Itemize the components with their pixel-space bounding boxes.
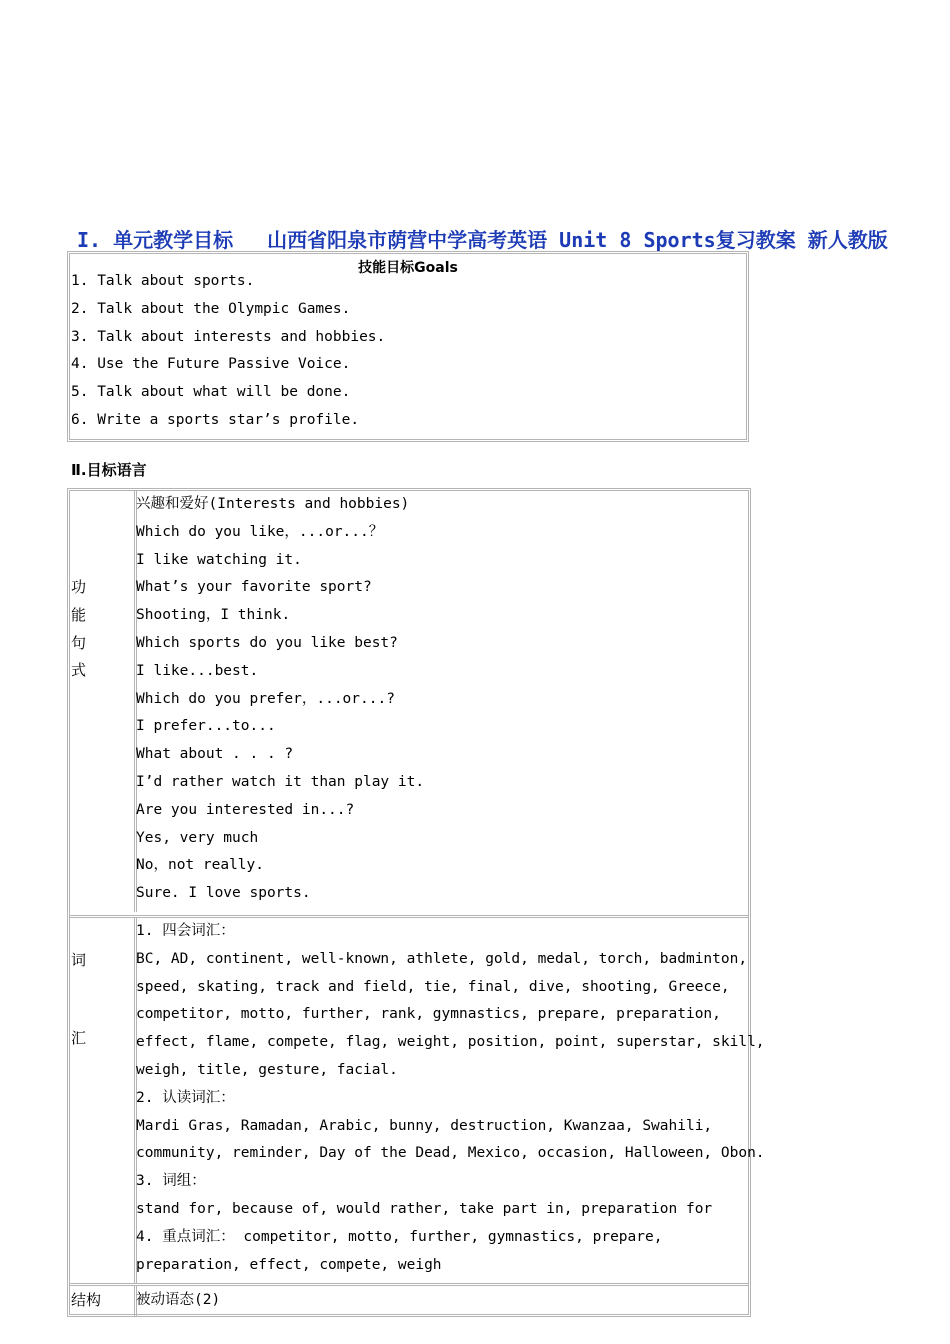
function-line: What about . . . ? <box>136 746 294 763</box>
structure-label: 结构 <box>71 1291 102 1309</box>
structure-content <box>136 1287 746 1315</box>
structure-row <box>70 1283 748 1317</box>
function-line: Sure. I love sports. <box>136 885 311 902</box>
vocabulary-line: 1. 四会词汇： <box>136 923 235 939</box>
skill-goals-table <box>67 251 749 442</box>
functions-label-char: 功 <box>71 578 87 596</box>
functions-label-char: 句 <box>71 633 87 652</box>
function-line: Shooting，I think. <box>136 607 291 624</box>
skill-goal-item: 2. Talk about the Olympic Games. <box>71 300 351 317</box>
function-line: 兴趣和爱好(Interests and hobbies) <box>136 496 410 512</box>
vocabulary-line: speed, skating, track and field, tie, final, dive, shooting, Greece, <box>136 978 730 995</box>
vocabulary-label-bottom: 汇 <box>71 1029 87 1047</box>
target-language-table <box>67 488 765 1317</box>
document-title: 山西省阳泉市荫营中学高考英语 Unit 8 Sports复习教案 新人教版 <box>267 228 888 252</box>
functions-label-char: 式 <box>71 661 87 680</box>
skill-goals-list <box>71 268 385 435</box>
vocabulary-line: 3. 词组： <box>136 1173 206 1190</box>
function-line: Which sports do you like best? <box>136 634 398 651</box>
section-heading-unit-goals <box>77 224 947 253</box>
function-line: I’d rather watch it than play it. <box>136 773 425 790</box>
skill-goal-item: 5. Talk about what will be done. <box>71 384 351 401</box>
structure-value: 被动语态(2) <box>136 1292 221 1308</box>
vocabulary-row <box>70 915 765 1283</box>
vocabulary-line: 4. 重点词汇： competitor, motto, further, gymnastics, prepare, <box>136 1228 663 1245</box>
function-line: I prefer...to... <box>136 718 276 735</box>
vocabulary-line: Mardi Gras, Ramadan, Arabic, bunny, destruction, Kwanzaa, Swahili, <box>136 1117 713 1134</box>
function-line: Which do you like，...or...？ <box>136 523 384 540</box>
function-line: What’s your favorite sport? <box>136 579 372 596</box>
function-line: I like...best. <box>136 662 259 679</box>
vocabulary-line: BC, AD, continent, well-known, athlete, gold, medal, torch, badminton, <box>136 950 748 967</box>
function-line: Which do you prefer，...or...? <box>136 690 395 707</box>
vocabulary-line: effect, flame, compete, flag, weight, position, point, superstar, skill, <box>136 1034 765 1051</box>
skill-goals-title: 技能目标Goals <box>358 260 458 276</box>
vocabulary-content <box>136 918 765 1279</box>
vocabulary-line: 2. 认读词汇： <box>136 1089 235 1106</box>
functions-row <box>70 491 748 912</box>
function-line: Are you interested in...? <box>136 801 355 818</box>
section-heading-prefix: I. 单元教学目标 <box>77 228 234 252</box>
skill-goal-item: 1. Talk about sports. <box>71 273 255 289</box>
vocabulary-line: stand for, because of, would rather, take part in, preparation for <box>136 1200 713 1217</box>
function-line: Yes, very much <box>136 829 259 846</box>
function-line: I like watching it. <box>136 551 302 568</box>
functions-content <box>136 491 746 908</box>
skill-goal-item: 3. Talk about interests and hobbies. <box>71 328 386 345</box>
functions-label <box>71 574 91 685</box>
function-line: No，not really. <box>136 857 264 874</box>
skill-goal-item: 4. Use the Future Passive Voice. <box>71 356 351 373</box>
vocabulary-line: weigh, title, gesture, facial. <box>136 1061 398 1078</box>
vocabulary-label-top: 词 <box>71 951 87 969</box>
vocabulary-line: competitor, motto, further, rank, gymnastics, prepare, preparation, <box>136 1006 721 1023</box>
vocabulary-line: preparation, effect, compete, weigh <box>136 1256 442 1273</box>
section-heading-target-language: Ⅱ.目标语言 <box>71 461 147 479</box>
vocabulary-line: community, reminder, Day of the Dead, Mexico, occasion, Halloween, Obon. <box>136 1145 765 1162</box>
functions-label-char: 能 <box>71 605 87 624</box>
skill-goal-item: 6. Write a sports star’s profile. <box>71 411 360 428</box>
